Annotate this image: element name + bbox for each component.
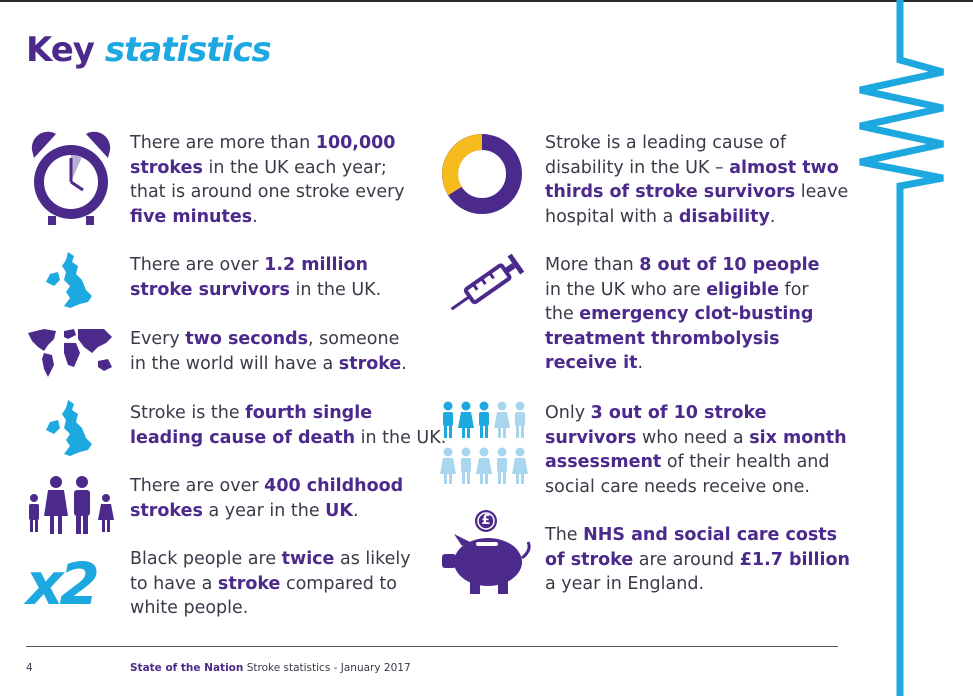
stat-highlight: stroke [338,353,402,374]
stat-text: the [545,304,580,324]
stat-highlight: assessment [545,452,662,472]
donut-chart-icon [441,133,523,215]
stat-text: . [637,353,644,373]
stat-text: of their health and [661,452,830,472]
page-title: Key statistics [26,30,271,70]
stat-text: The [545,525,584,545]
stat-text: . [401,353,407,374]
stat-highlight: treatment thrombolysis [545,328,780,349]
uk-map-icon [40,398,100,460]
stat-highlight: survivors [545,427,637,448]
stat-text: . [252,206,258,227]
stat-text: Stroke is the [130,403,246,423]
stat-highlight: 400 childhood [264,476,404,496]
stat-highlight: 1.2 million [264,255,368,275]
stat-text: There are more than [130,133,316,153]
stat-text: in the UK who are [545,279,707,300]
stat-highlight: of stroke [545,549,634,570]
times-two-icon: x2 [26,550,96,618]
stat-highlight: twice [281,549,335,569]
stat-text: Black people are [130,549,282,569]
stat-text: . [769,206,776,227]
stat-highlight: 8 out of 10 people [639,255,820,275]
stat-highlight: thirds of stroke survivors [545,182,796,202]
people-ratio-icon [440,400,532,490]
stat-highlight: emergency clot-busting [579,304,814,324]
stat-highlight: 100,000 [315,133,396,153]
stat-highlight: NHS and social care costs [583,525,838,545]
stat-text: leave [795,182,849,202]
world-map-icon [26,325,116,379]
stat-text: Stroke is a leading cause of [545,133,786,153]
stat-cause-of-death [130,401,446,450]
heartbeat-line-icon [848,0,973,696]
stat-highlight: UK [325,500,353,521]
stat-highlight: stroke survivors [130,279,290,300]
stat-highlight: disability [678,206,770,227]
stat-text: who need a [636,427,750,448]
stat-text: that is around one stroke every [130,182,405,202]
syringe-icon [440,254,532,316]
stat-highlight: five minutes [130,206,253,227]
stat-text: disability in the UK – [545,157,730,178]
stat-stroke-survivors [130,253,381,302]
stat-text: for [778,279,809,300]
stat-text: , someone [308,329,400,349]
stat-black-people-twice [130,547,411,621]
top-border [0,0,973,2]
stat-highlight: £1.7 billion [739,549,851,570]
stat-text: There are over [130,255,265,275]
stat-childhood-strokes [130,474,403,523]
stat-text: a year in England. [545,574,705,594]
stat-text: hospital with a [545,206,679,227]
footer-divider [26,646,838,647]
stat-nhs-costs [545,523,850,597]
stat-text: are around [633,549,740,570]
stat-text: to have a [130,573,218,594]
stat-text: in the world will have a [130,353,339,374]
stat-six-month-assessment [545,401,847,499]
stat-highlight: leading cause of death [130,427,356,448]
stat-highlight: stroke [217,573,281,594]
stat-text: . [352,500,359,521]
stat-highlight: fourth single [245,403,373,423]
stat-text: as likely [334,549,411,569]
stat-highlight: two seconds [185,329,309,349]
stat-text: Every [130,329,186,349]
stat-highlight: strokes [130,157,203,178]
page-number: 4 [26,662,33,674]
stat-highlight: almost two [729,157,839,178]
stat-strokes-per-year [130,131,405,229]
stat-thrombolysis [545,253,819,376]
stat-text: Only [545,403,591,423]
stat-highlight: 3 out of 10 stroke [590,403,767,423]
family-icon [26,474,118,536]
stat-text: white people. [130,598,249,618]
alarm-clock-icon [28,130,114,226]
stat-text: compared to [280,573,397,594]
pound-coin-symbol: £ [481,513,491,528]
stat-highlight: six month [749,427,847,448]
uk-map-icon [40,250,100,312]
stat-text: in the UK each year; [202,157,387,178]
stat-highlight: strokes [130,500,203,521]
stat-text: There are over [130,476,265,496]
stat-highlight: receive it [545,353,638,373]
stat-text: a year in the [202,500,326,521]
stat-text: in the UK. [355,427,447,448]
stat-world-two-seconds [130,327,407,376]
stat-text: social care needs receive one. [545,476,810,497]
stat-disability [545,131,848,229]
stat-text: More than [545,255,640,275]
stat-text: in the UK. [289,279,382,300]
footer-title: State of the Nation Stroke statistics - January 2017 [130,662,411,674]
stat-highlight: eligible [706,279,779,300]
